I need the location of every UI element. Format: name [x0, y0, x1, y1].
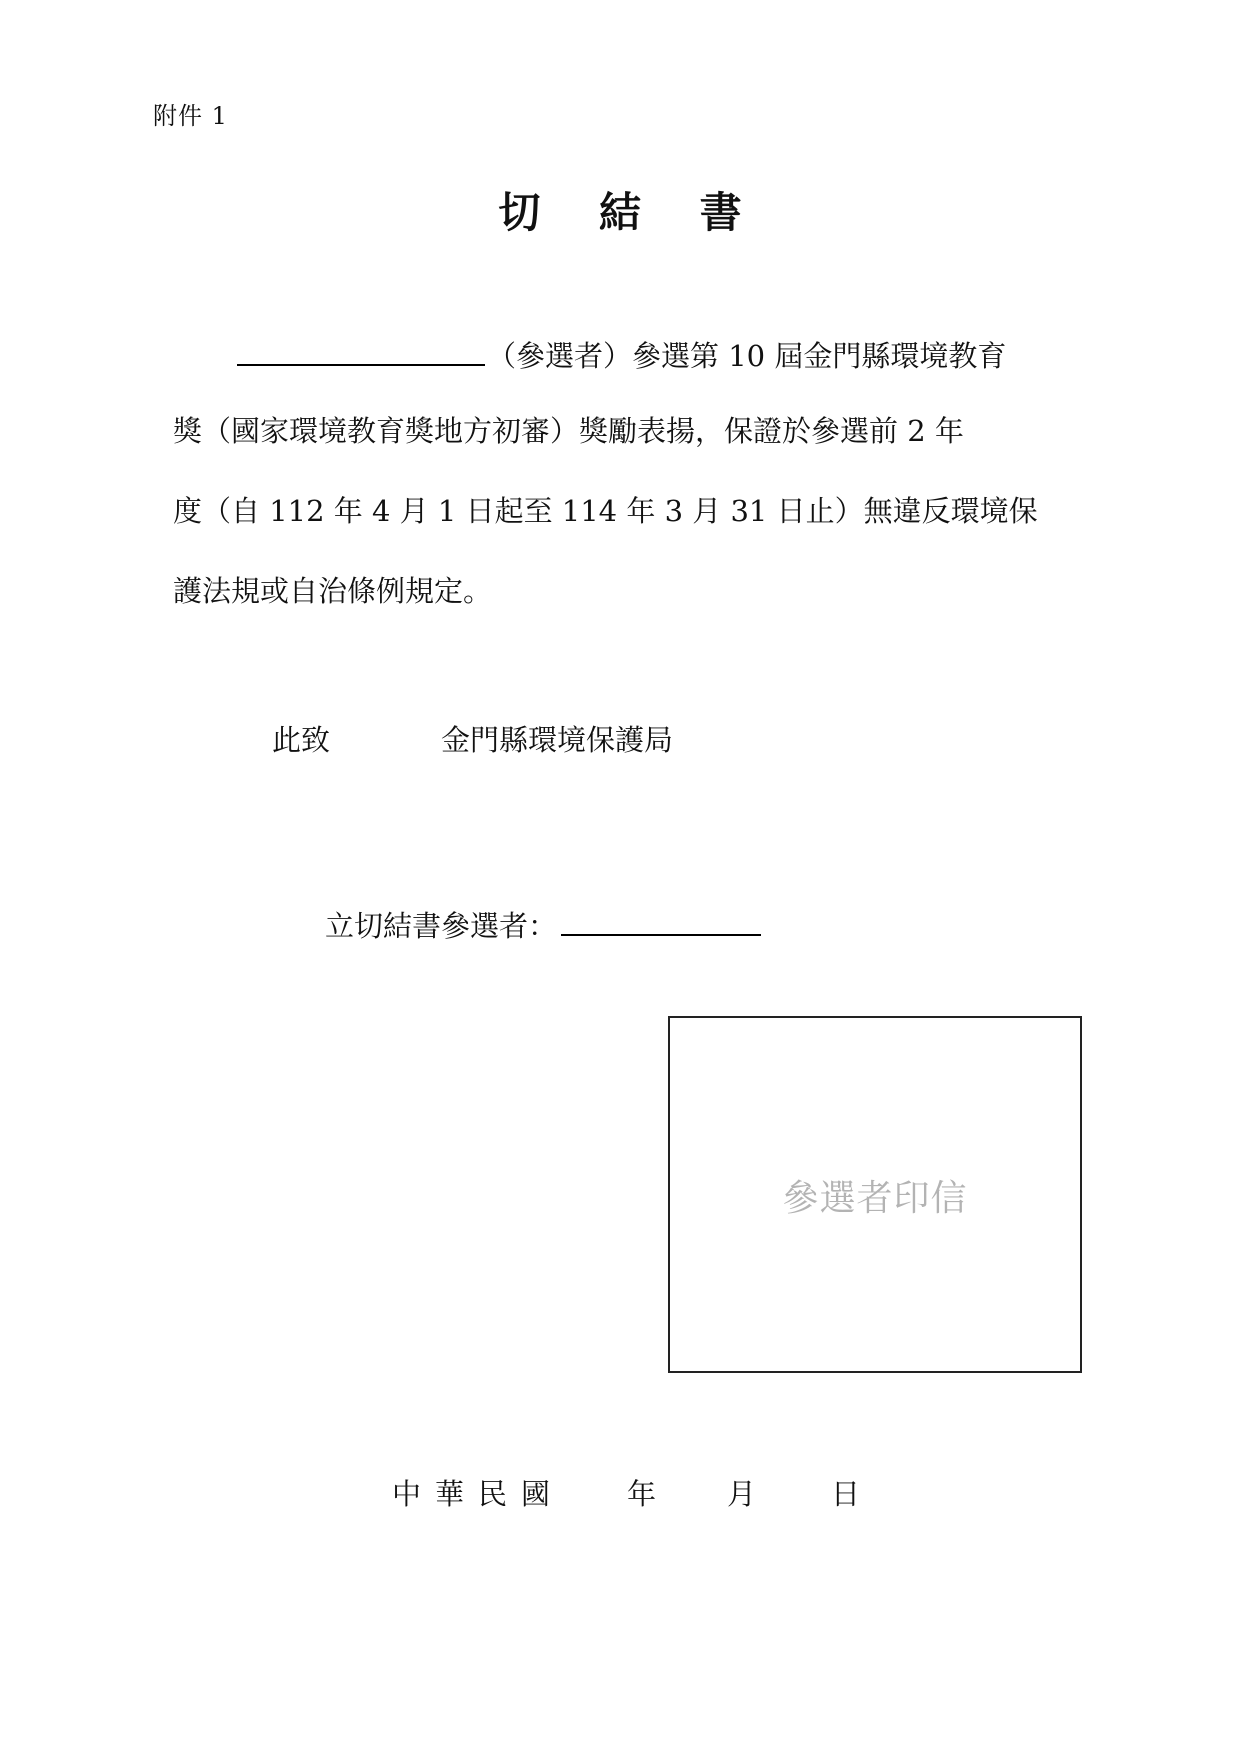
- recipient: 金門縣環境保護局: [441, 723, 674, 757]
- seal-box[interactable]: [668, 1016, 1082, 1373]
- date-era: 中華民國: [392, 1477, 565, 1511]
- body-line-4: 護法規或自治條例規定。: [173, 574, 493, 608]
- declarant-label: 立切結書參選者：: [325, 909, 558, 943]
- candidate-name-blank[interactable]: [237, 334, 485, 366]
- document-title: 切 結 書: [498, 188, 764, 237]
- body-line-1-text: （參選者）參選第 10 屆金門縣環境教育: [487, 339, 1007, 373]
- salutation: 此致: [272, 723, 331, 757]
- date-day-label: 日: [831, 1477, 861, 1511]
- date-month-label: 月: [727, 1477, 757, 1511]
- date-year-label: 年: [627, 1477, 657, 1511]
- body-line-2: 獎（國家環境教育獎地方初審）獎勵表揚，保證於參選前 2 年: [173, 414, 964, 448]
- attachment-label: 附件 1: [153, 102, 228, 130]
- declarant-line: [325, 904, 761, 945]
- declarant-signature-blank[interactable]: [561, 904, 761, 936]
- seal-label: 參選者印信: [782, 1178, 968, 1219]
- body-line-1: [173, 334, 1006, 376]
- body-line-3: 度（自 112 年 4 月 1 日起至 114 年 3 月 31 日止）無違反環境保: [173, 494, 1038, 528]
